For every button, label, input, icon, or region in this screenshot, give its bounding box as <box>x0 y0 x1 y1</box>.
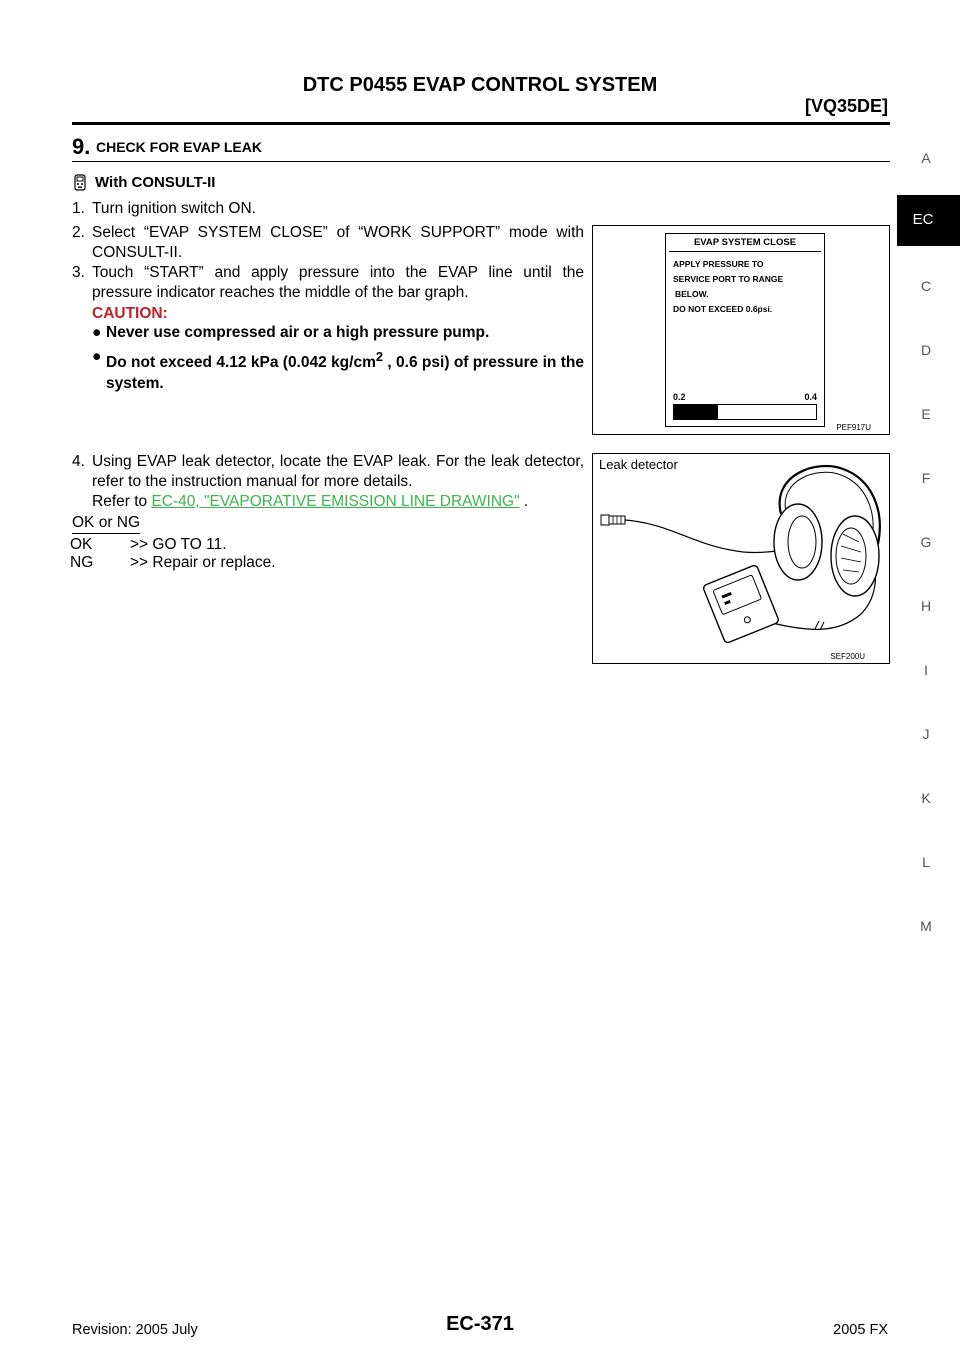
consult-label: With CONSULT-II <box>95 174 216 191</box>
procedure-step <box>72 199 584 219</box>
side-index-letter[interactable]: I <box>924 662 928 678</box>
screen-rule <box>669 251 821 252</box>
step-index: 1. <box>72 200 85 217</box>
side-index-letter[interactable]: G <box>920 534 932 550</box>
refer-suffix: . <box>519 493 529 510</box>
page-title: DTC P0455 EVAP CONTROL SYSTEM <box>302 74 658 96</box>
side-index-active-tab[interactable] <box>897 195 960 246</box>
step-number: 9. <box>72 134 91 159</box>
figure-label: Leak detector <box>599 457 678 472</box>
footer-model: 2005 FX <box>833 1322 888 1338</box>
step-heading <box>72 134 890 162</box>
caution-text-pre: Do not exceed 4.12 kPa (0.042 kg/cm <box>106 354 376 372</box>
leak-detector-figure <box>592 453 890 664</box>
step-index: 2. <box>72 224 85 241</box>
caution-bullet <box>92 346 584 394</box>
step-text <box>92 452 584 512</box>
pressure-bar-fill <box>674 405 718 419</box>
caution-text-post: , 0.6 psi) of pressure in the system. <box>106 354 584 393</box>
engine-code: [VQ35DE] <box>804 96 888 116</box>
message-line: BELOW. <box>675 289 709 299</box>
side-index-active-label: EC <box>912 211 934 228</box>
side-index-letter[interactable]: M <box>920 918 932 934</box>
procedure-step <box>72 263 584 303</box>
refer-prefix: Refer to <box>92 493 152 510</box>
figure-id: PEF917U <box>836 423 871 432</box>
header-rule <box>72 122 890 125</box>
procedure-step <box>72 452 584 512</box>
step-rule <box>72 161 890 162</box>
caution-label: CAUTION: <box>92 305 168 322</box>
step-index: 4. <box>72 453 85 470</box>
side-index-letter[interactable]: F <box>921 470 931 486</box>
side-index-letter[interactable]: H <box>920 598 932 614</box>
footer-revision: Revision: 2005 July <box>72 1322 198 1338</box>
caution-text: Never use compressed air or a high pressure pump. <box>106 324 490 341</box>
scale-max-label: 0.4 <box>804 392 817 402</box>
result-action: >> GO TO 11. <box>130 536 227 553</box>
side-index-letter[interactable]: J <box>922 726 930 742</box>
procedure-step <box>72 223 584 263</box>
bullet-dot-icon: ● <box>92 348 102 365</box>
caution-bullet <box>92 322 584 343</box>
consult-screen <box>665 233 825 427</box>
screen-message <box>673 257 819 317</box>
result-row <box>70 536 227 554</box>
figure-id: SEF200U <box>830 652 865 661</box>
message-line: DO NOT EXCEED 0.6psi. <box>673 304 773 314</box>
result-action: >> Repair or replace. <box>130 554 276 571</box>
step-text: Touch “START” and apply pressure into the EVAP line until the pressure indicator reaches the middle of the bar graph. <box>92 264 584 301</box>
step-text: Select “EVAP SYSTEM CLOSE” of “WORK SUPPORT” mode with CONSULT-II. <box>92 224 584 261</box>
side-index-letter[interactable]: C <box>920 278 932 294</box>
consult-tester-icon <box>72 174 88 191</box>
leak-detector-illustration <box>593 454 889 663</box>
judgement-heading: OK or NG <box>72 514 140 534</box>
bullet-dot-icon: ● <box>92 324 102 341</box>
result-code: NG <box>70 554 94 571</box>
scale-min-label: 0.2 <box>673 392 686 402</box>
step-text: Turn ignition switch ON. <box>92 200 256 217</box>
step-index: 3. <box>72 264 85 281</box>
side-index-letter[interactable]: A <box>921 150 931 166</box>
screen-title: EVAP SYSTEM CLOSE <box>693 237 797 248</box>
reference-link[interactable]: EC-40, "EVAPORATIVE EMISSION LINE DRAWING" <box>151 493 520 510</box>
consult-line <box>72 174 215 191</box>
side-index-letter[interactable]: D <box>920 342 932 358</box>
message-line: APPLY PRESSURE TO <box>673 259 764 269</box>
superscript: 2 <box>375 349 384 364</box>
result-row <box>70 554 276 572</box>
message-line: SERVICE PORT TO RANGE <box>673 274 784 284</box>
page-number: EC-371 <box>446 1313 514 1335</box>
side-index-letter[interactable]: K <box>921 790 931 806</box>
side-index-letter[interactable]: E <box>921 406 931 422</box>
pressure-bar-graph <box>673 404 817 420</box>
caution-text <box>106 346 584 394</box>
result-code: OK <box>70 536 93 553</box>
side-index-letter[interactable]: L <box>922 854 930 870</box>
step-title: CHECK FOR EVAP LEAK <box>96 139 262 155</box>
step-text-main: Using EVAP leak detector, locate the EVAP leak. For the leak detector, refer to the instruction manual for more details. <box>92 453 584 490</box>
consult-screen-figure <box>592 225 890 435</box>
